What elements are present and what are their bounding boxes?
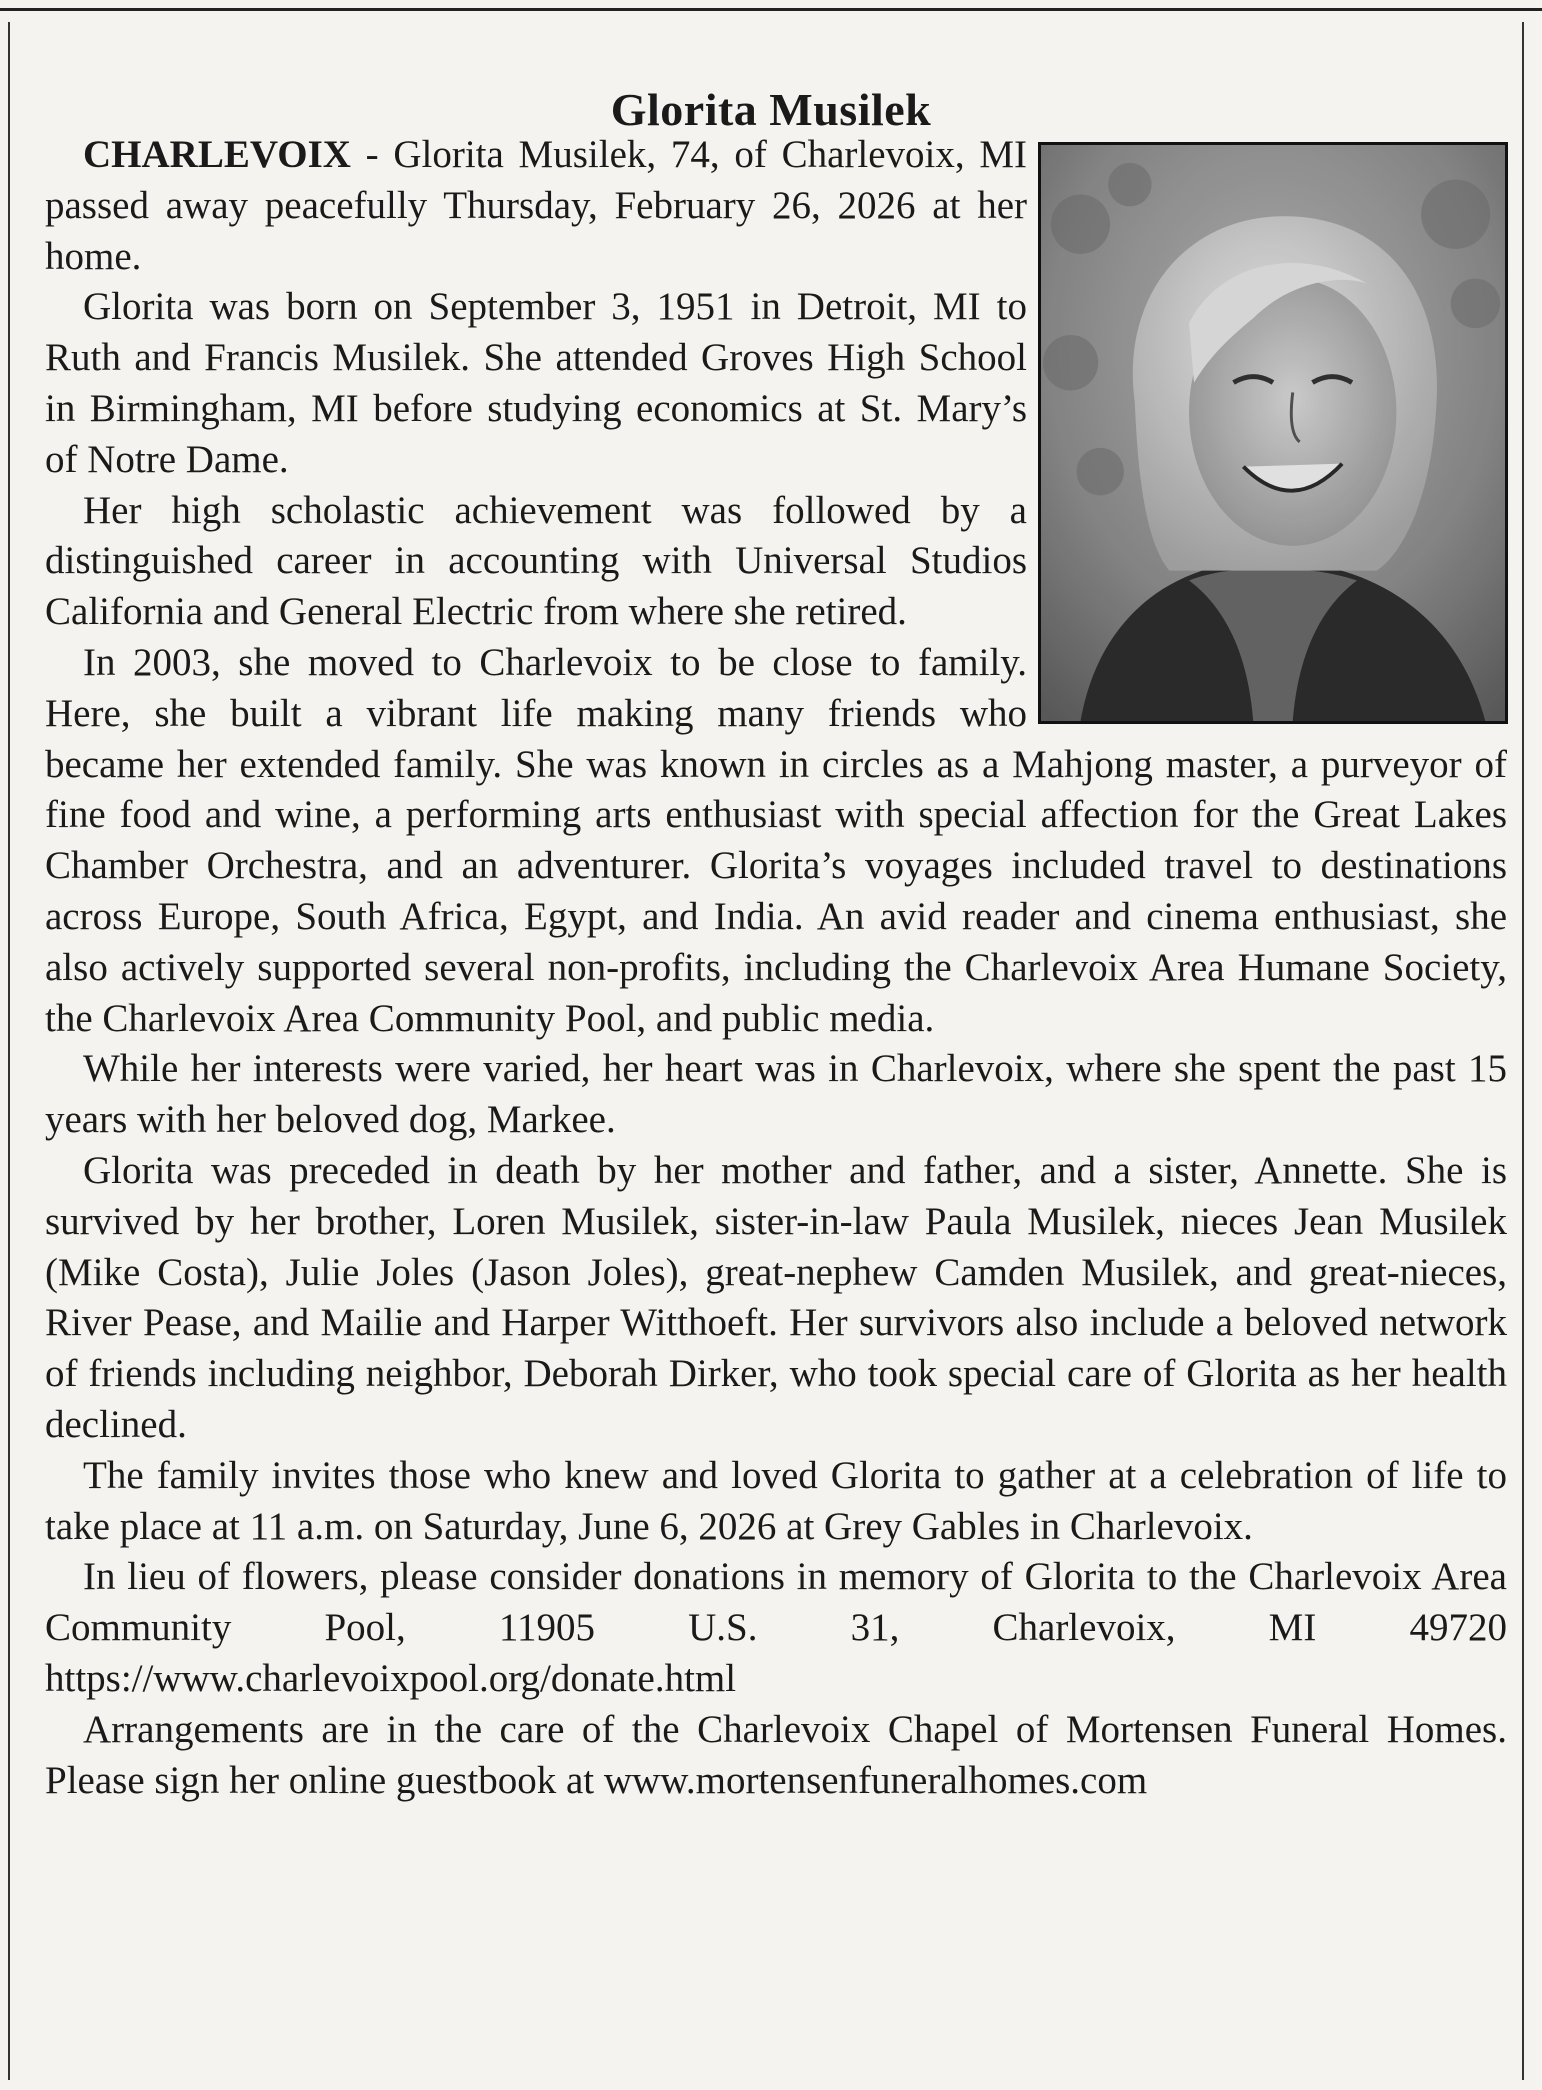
paragraph-3: Her high scholastic achievement was followed by a distinguished career in accounting with Universal Studios California and General Electric from where she retired. [45,488,1027,634]
paragraph-1-text: - Glorita Musilek, 74, of Charlevoix, MI passed away peacefully Thursday, February 26, 2026 at her home. [45,133,1027,278]
top-rule [0,8,1542,11]
obituary-body [45,130,1507,1806]
photo-spacer [1027,130,1507,730]
paragraph-2: Glorita was born on September 3, 1951 in Detroit, MI to Ruth and Francis Musilek. She attended Groves High School in Birmingham, MI before studying economics at St. Mary’s of Notre Dame. [45,285,1027,481]
paragraph-8: In lieu of flowers, please consider donations in memory of Glorita to the Charlevoix Area Community Pool, 11905 U.S. 31, Charlevoix, MI 49720 https://www.charlevoixpool.org/donate.html [45,1555,1507,1700]
paragraph-9: Arrangements are in the care of the Charlevoix Chapel of Mortensen Funeral Homes. Please sign her online guestbook at www.mortensenfuneralhomes.com [45,1707,1507,1802]
paragraph-7: The family invites those who knew and loved Glorita to gather at a celebration of life to take place at 11 a.m. on Saturday, June 6, 2026 at Grey Gables in Charlevoix. [45,1453,1507,1548]
paragraph-6: Glorita was preceded in death by her mother and father, and a sister, Annette. She is survived by her brother, Loren Musilek, sister-in-law Paula Musilek, nieces Jean Musilek (Mike Costa), Julie Joles (Jason Joles), great-nephew Camden Musilek, and great-nieces, River Pease, and Mailie and Harper Witthoeft. Her survivors also include a beloved network of friends including neighbor, Deborah Dirker, who took special care of Glorita as her health declined. [45,1148,1507,1446]
paragraph-4: In 2003, she moved to Charlevoix to be close to family. Here, she built a vibrant life making many friends who became her extended family. She was known in circles as a Mahjong master, a purveyor of fine food and wine, a performing arts enthusiast with special affection for the Great Lakes Chamber Orchestra, and an adventurer. Glorita’s voyages included travel to destinations across Europe, South Africa, Egypt, and India. An avid reader and cinema enthusiast, she also actively supported several non-profits, including the Charlevoix Area Humane Society, the Charlevoix Area Community Pool, and public media. [45,640,1507,1040]
dateline: CHARLEVOIX [83,133,351,176]
paragraph-5: While her interests were varied, her heart was in Charlevoix, where she spent the past 15 years with her beloved dog, Markee. [45,1047,1507,1142]
obituary-title: Glorita Musilek [610,83,932,135]
